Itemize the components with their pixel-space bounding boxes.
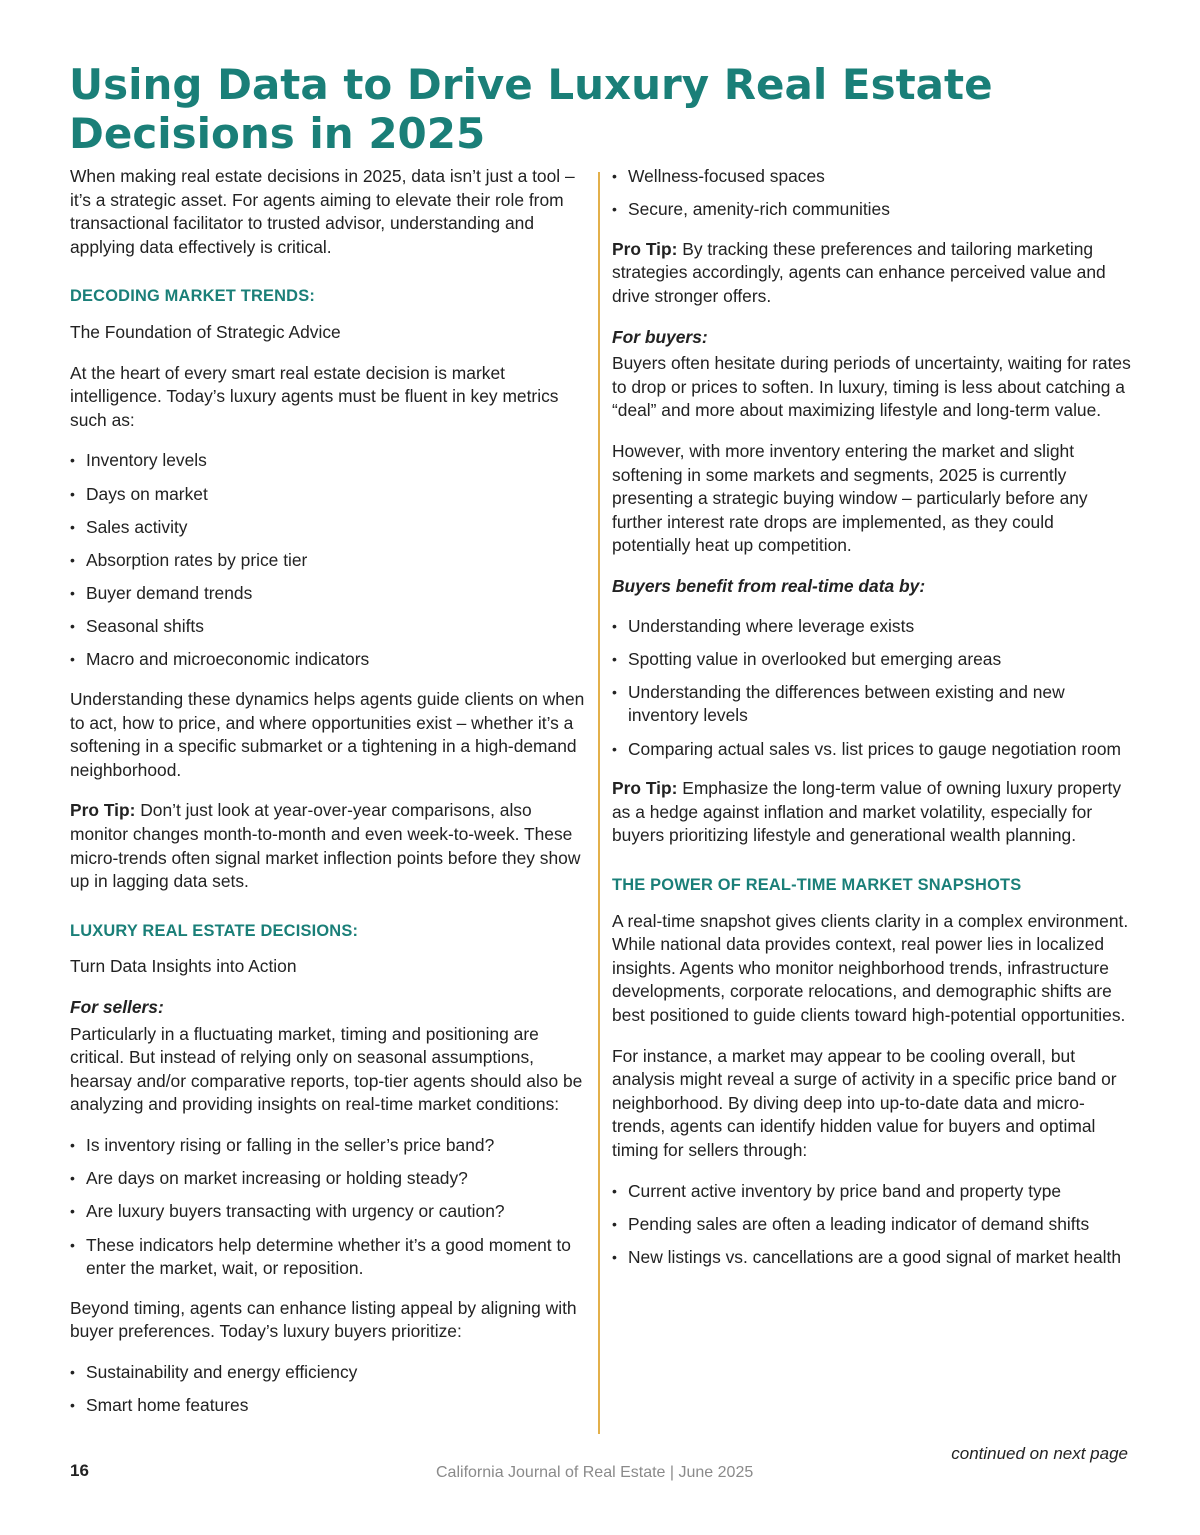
paragraph: Understanding these dynamics helps agents guide clients on when to act, how to price, and where opportunities exist – whether it’s a softening in a specific submarket or a tightening in a high-demand neighborhood. (70, 689, 585, 780)
section-heading-market-trends: DECODING MARKET TRENDS: (70, 287, 315, 306)
paragraph: Particularly in a fluctuating market, timing and positioning are critical. But instead of relying only on seasonal assumptions, hearsay and/or comparative reports, top-tier agents should also be analyzing and providing insights on real-time market conditions: (70, 1023, 583, 1115)
section-heading-snapshots: THE POWER OF REAL-TIME MARKET SNAPSHOTS (612, 876, 1022, 895)
list-item: • Spotting value in overlooked but emerging areas (612, 648, 1132, 672)
paragraph: Beyond timing, agents can enhance listing appeal by aligning with buyer preferences. Today’s luxury buyers prioritize: (70, 1297, 577, 1342)
pro-tip (612, 238, 1132, 309)
bullet-list-buyer-benefits (612, 615, 1132, 762)
bullet-list-seller-questions (70, 1134, 592, 1281)
buyers-benefit-label: Buyers benefit from real-time data by: (612, 575, 926, 596)
list-item: • Smart home features (70, 1394, 592, 1418)
pro-tip-text: By tracking these preferences and tailoring marketing strategies accordingly, agents can enhance perceived value and drive stronger offers. (612, 238, 1106, 306)
list-item: • Seasonal shifts (70, 615, 592, 639)
column-divider (598, 172, 600, 1434)
section-heading-decisions: LUXURY REAL ESTATE DECISIONS: (70, 921, 359, 940)
right-column (612, 165, 1132, 1286)
article-title: Using Data to Drive Luxury Real Estate Decisions in 2025 (69, 60, 993, 158)
paragraph: A real-time snapshot gives clients clarity in a complex environment. While national data provides context, real power lies in localized insights. Agents who monitor neighborhood trends, infrastructure developments, corporate relocations, and demographic shifts are best positioned to guide clients toward high-potential opportunities. (612, 910, 1129, 1025)
list-item: • Wellness-focused spaces (612, 165, 1132, 189)
paragraph: However, with more inventory entering the market and slight softening in some markets and segments, 2025 is currently presenting a strategic buying window – particularly before any further interest rate drops are implemented, as they could potentially heat up competition. (612, 440, 1088, 556)
left-column (70, 165, 592, 1434)
list-item: • Understanding where leverage exists (612, 615, 1132, 639)
continued-note: continued on next page (951, 1444, 1128, 1463)
intro-paragraph: When making real estate decisions in 2025, data isn’t just a tool – it’s a strategic asset. For agents aiming to elevate their role from transactional facilitator to trusted advisor, understanding and applying data effectively is critical. (70, 166, 575, 257)
list-item: • Pending sales are often a leading indicator of demand shifts (612, 1213, 1132, 1237)
bullet-list-snapshot-signals (612, 1180, 1132, 1270)
bullet-list-buyer-preferences-continued (612, 165, 1132, 222)
list-item: • New listings vs. cancellations are a good signal of market health (612, 1246, 1132, 1270)
list-item: • Inventory levels (70, 449, 592, 473)
paragraph: Buyers often hesitate during periods of uncertainty, waiting for rates to drop or prices to soften. In luxury, timing is less about catching a “deal” and more about maximizing lifestyle and long-term value. (612, 353, 1131, 421)
pro-tip (70, 799, 592, 893)
list-item: • Understanding the differences between existing and new inventory levels (612, 681, 1132, 728)
pro-tip-label: Pro Tip: (612, 778, 678, 799)
pro-tip-label: Pro Tip: (70, 800, 136, 821)
list-item: • Is inventory rising or falling in the seller’s price band? (70, 1134, 592, 1158)
pro-tip (612, 777, 1132, 848)
pro-tip-label: Pro Tip: (612, 238, 678, 259)
list-item: • Buyer demand trends (70, 582, 592, 606)
pro-tip-text: Don’t just look at year-over-year comparisons, also monitor changes month-to-month and even week-to-week. These micro-trends often signal market inflection points before they show up in lagging data sets. (70, 800, 581, 892)
pro-tip-text: Emphasize the long-term value of owning luxury property as a hedge against inflation and market volatility, especially for buyers prioritizing lifestyle and generational wealth planning. (612, 778, 1122, 846)
paragraph: For instance, a market may appear to be cooling overall, but analysis might reveal a surge of activity in a specific price band or neighborhood. By diving deep into up-to-date data and micro-trends, agents can identify hidden value for buyers and optimal timing for sellers through: (612, 1045, 1117, 1160)
list-item: • Are luxury buyers transacting with urgency or caution? (70, 1200, 592, 1224)
list-item: • Are days on market increasing or holding steady? (70, 1167, 592, 1191)
list-item: • Days on market (70, 483, 592, 507)
list-item: • Absorption rates by price tier (70, 549, 592, 573)
publication-footer: California Journal of Real Estate | June 2025 (436, 1464, 754, 1481)
section-subtitle: Turn Data Insights into Action (70, 956, 297, 977)
list-item: • Secure, amenity-rich communities (612, 198, 1132, 222)
paragraph: At the heart of every smart real estate decision is market intelligence. Today’s luxury agents must be fluent in key metrics such as: (70, 362, 559, 430)
list-item: • Sales activity (70, 516, 592, 540)
section-subtitle: The Foundation of Strategic Advice (70, 321, 341, 342)
list-item: • Sustainability and energy efficiency (70, 1361, 592, 1385)
list-item: • Macro and microeconomic indicators (70, 648, 592, 672)
bullet-list-metrics (70, 449, 592, 672)
buyers-label: For buyers: (612, 326, 708, 347)
list-item: • Comparing actual sales vs. list prices to gauge negotiation room (612, 738, 1132, 762)
sellers-label: For sellers: (70, 997, 164, 1017)
list-item: • Current active inventory by price band and property type (612, 1180, 1132, 1204)
page-number: 16 (70, 1461, 89, 1480)
list-item: • These indicators help determine whether it’s a good moment to enter the market, wait, or reposition. (70, 1234, 592, 1281)
bullet-list-buyer-preferences (70, 1361, 592, 1418)
